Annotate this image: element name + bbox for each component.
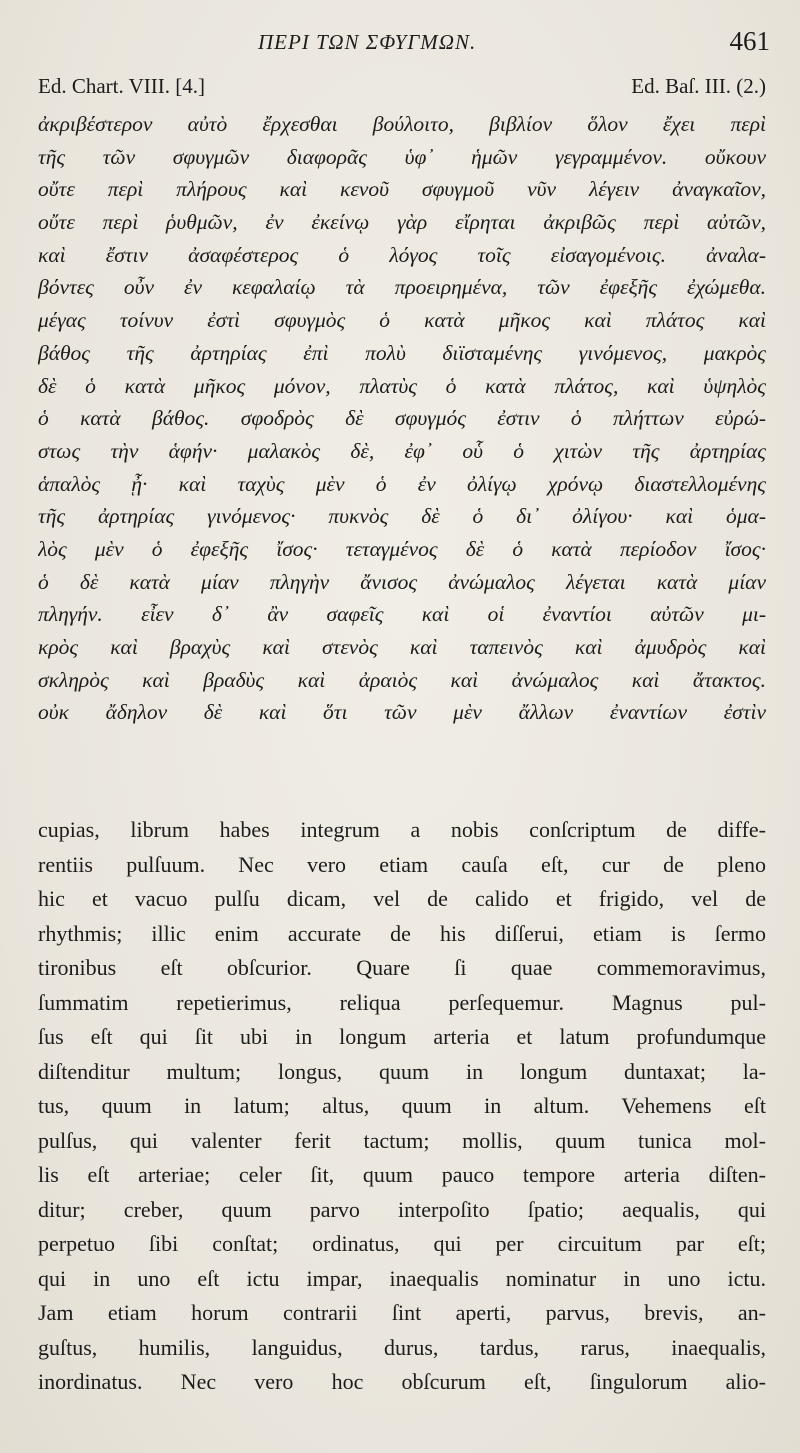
latin-line: rentiis pulſuum. Nec vero etiam cauſa eſt, cur de pleno <box>38 851 766 877</box>
edition-reference-left: Ed. Chart. VIII. [4.] <box>38 74 205 98</box>
running-title: ΠΕΡΙ ΤΩΝ ΣΦΥΓΜΩΝ. <box>258 30 477 54</box>
latin-line: diſtenditur multum; longus, quum in longum duntaxat; la- <box>38 1058 766 1084</box>
greek-line: βάθος τῆς ἀρτηρίας ἐπὶ πολὺ διϊσταμένης γινόμενος, μακρὸς <box>38 340 766 365</box>
latin-line: tus, quum in latum; altus, quum in altum. Vehemens eſt <box>38 1093 766 1118</box>
latin-line: inordinatus. Nec vero hoc obſcurum eſt, ſingulorum alio- <box>38 1369 766 1394</box>
greek-line: τῆς ἀρτηρίας γινόμενος· πυκνὸς δὲ ὁ δι᾽ ὀλίγου· καὶ ὁμα- <box>38 504 766 529</box>
greek-text-block <box>38 108 766 729</box>
greek-line: ὁ κατὰ βάθος. σφοδρὸς δὲ σφυγμός ἐστιν ὁ πλήττων εὐρώ- <box>38 406 766 431</box>
latin-line: pulſus, qui valenter ferit tactum; mollis, quum tunica mol- <box>38 1127 766 1153</box>
greek-line: ὁ δὲ κατὰ μίαν πληγὴν ἄνισος ἀνώμαλος λέγεται κατὰ μίαν <box>38 569 766 594</box>
page-number: 461 <box>729 26 770 56</box>
edition-reference-right: Ed. Baſ. III. (2.) <box>631 74 766 98</box>
latin-line: cupias, librum habes integrum a nobis conſcriptum de diffe- <box>38 817 766 842</box>
greek-line: δὲ ὁ κατὰ μῆκος μόνον, πλατὺς ὁ κατὰ πλάτος, καὶ ὑψηλὸς <box>38 373 766 398</box>
greek-line: στως τὴν ἁφήν· μαλακὸς δὲ, ἐφ᾽ οὗ ὁ χιτὼν τῆς ἀρτηρίας <box>38 438 766 463</box>
edition-reference-line <box>38 74 766 104</box>
greek-line: σκληρὸς καὶ βραδὺς καὶ ἀραιὸς καὶ ἀνώμαλος καὶ ἄτακτος. <box>38 667 766 692</box>
greek-line: μέγας τοίνυν ἐστὶ σφυγμὸς ὁ κατὰ μῆκος καὶ πλάτος καὶ <box>38 308 766 333</box>
greek-line: καὶ ἔστιν ἀσαφέστερος ὁ λόγος τοῖς εἰσαγομένοις. ἀναλα- <box>38 242 766 267</box>
latin-line: rhythmis; illic enim accurate de his diſſerui, etiam is ſermo <box>38 920 766 946</box>
greek-line: ἀκριβέστερον αὐτὸ ἔρχεσθαι βούλοιτο, βιβλίον ὅλον ἔχει περὶ <box>38 112 766 136</box>
greek-line: οὔτε περὶ πλήρους καὶ κενοῦ σφυγμοῦ νῦν λέγειν ἀναγκαῖον, <box>38 177 766 202</box>
running-head <box>0 26 800 66</box>
latin-line: lis eſt arteriae; celer ſit, quum pauco tempore arteria diſten- <box>38 1162 766 1187</box>
latin-line: ſus eſt qui ſit ubi in longum arteria et latum profundumque <box>38 1024 766 1049</box>
latin-line: hic et vacuo pulſu dicam, vel de calido et frigido, vel de <box>38 886 766 911</box>
greek-line: οὔτε περὶ ῥυθμῶν, ἐν ἐκείνῳ γὰρ εἴρηται ἀκριβῶς περὶ αὐτῶν, <box>38 210 766 235</box>
greek-line: λὸς μὲν ὁ ἐφεξῆς ἴσος· τεταγμένος δὲ ὁ κατὰ περίοδον ἴσος· <box>38 536 766 561</box>
latin-line: ſummatim repetierimus, reliqua perſequemur. Magnus pul- <box>38 989 766 1015</box>
latin-line: ditur; creber, quum parvo interpoſito ſpatio; aequalis, qui <box>38 1196 766 1222</box>
latin-line: perpetuo ſibi conſtat; ordinatus, qui per circuitum par eſt; <box>38 1231 766 1256</box>
latin-line: Jam etiam horum contrarii ſint aperti, parvus, brevis, an- <box>38 1300 766 1325</box>
greek-line: ἁπαλὸς ᾖ· καὶ ταχὺς μὲν ὁ ἐν ὀλίγῳ χρόνῳ διαστελλομένης <box>38 471 766 496</box>
latin-line: guſtus, humilis, languidus, durus, tardus, rarus, inaequalis, <box>38 1334 766 1360</box>
greek-line: τῆς τῶν σφυγμῶν διαφορᾶς ὑφ᾽ ἡμῶν γεγραμμένον. οὔκουν <box>38 144 766 169</box>
latin-line: tironibus eſt obſcurior. Quare ſi quae commemoravimus, <box>38 955 766 980</box>
greek-line: κρὸς καὶ βραχὺς καὶ στενὸς καὶ ταπεινὸς καὶ ἀμυδρὸς καὶ <box>38 635 766 659</box>
latin-text-block <box>38 813 766 1400</box>
greek-line: βόντες οὖν ἐν κεφαλαίῳ τὰ προειρημένα, τῶν ἐφεξῆς ἐχώμεθα. <box>38 275 766 300</box>
greek-line: πληγήν. εἶεν δ᾽ ἂν σαφεῖς καὶ οἱ ἐναντίοι αὐτῶν μι- <box>38 602 766 627</box>
greek-line: οὐκ ἄδηλον δὲ καὶ ὅτι τῶν μὲν ἄλλων ἐναντίων ἐστὶν <box>38 700 766 725</box>
latin-line: qui in uno eſt ictu impar, inaequalis nominatur in uno ictu. <box>38 1265 766 1291</box>
